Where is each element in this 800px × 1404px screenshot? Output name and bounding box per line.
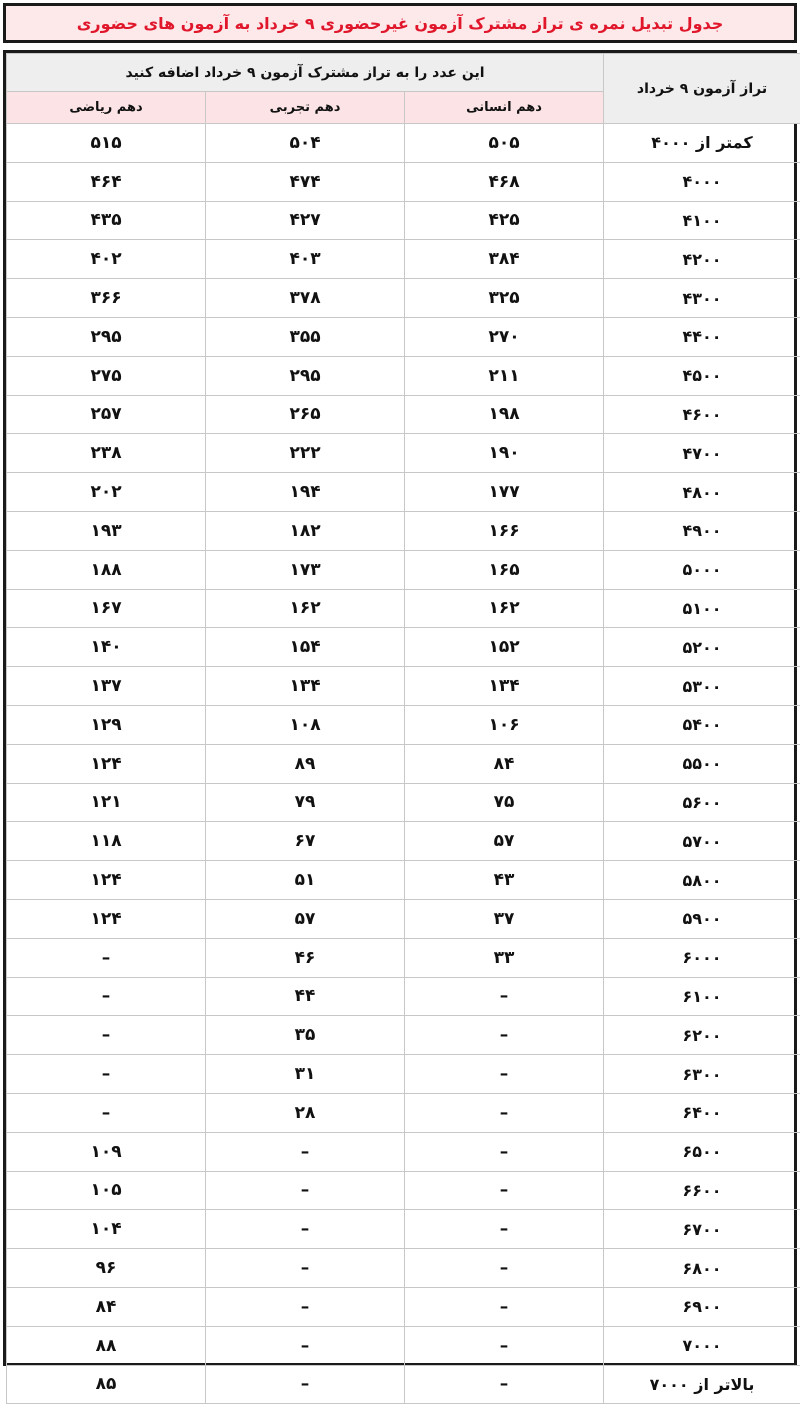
group-header: این عدد را به تراز مشترک آزمون ۹ خرداد اضافه کنید — [7, 54, 604, 92]
ensani-cell: ۸۴ — [405, 744, 604, 783]
tajrobi-cell: – — [206, 1171, 405, 1210]
ensani-cell: ۱۳۴ — [405, 667, 604, 706]
tajrobi-cell: ۴۰۳ — [206, 240, 405, 279]
base-score-cell: ۶۰۰۰ — [604, 938, 800, 977]
tajrobi-cell: ۳۵ — [206, 1016, 405, 1055]
riazi-cell: – — [7, 977, 206, 1016]
conversion-table-frame — [3, 50, 797, 1366]
tajrobi-cell: ۱۵۴ — [206, 628, 405, 667]
header-row-group — [7, 54, 800, 92]
riazi-cell: ۱۳۷ — [7, 667, 206, 706]
base-score-cell: ۴۹۰۰ — [604, 511, 800, 550]
base-score-cell: ۴۰۰۰ — [604, 162, 800, 201]
table-row — [7, 201, 800, 240]
base-score-cell: ۶۲۰۰ — [604, 1016, 800, 1055]
ensani-cell: ۱۰۶ — [405, 705, 604, 744]
riazi-cell: ۲۵۷ — [7, 395, 206, 434]
riazi-cell: ۹۶ — [7, 1249, 206, 1288]
base-score-cell: ۵۱۰۰ — [604, 589, 800, 628]
tajrobi-cell: ۳۱ — [206, 1055, 405, 1094]
base-score-header: تراز آزمون ۹ خرداد — [604, 54, 800, 124]
ensani-cell: ۱۶۶ — [405, 511, 604, 550]
ensani-cell: ۴۶۸ — [405, 162, 604, 201]
riazi-cell: ۱۴۰ — [7, 628, 206, 667]
base-score-cell: ۴۶۰۰ — [604, 395, 800, 434]
base-score-cell: ۶۱۰۰ — [604, 977, 800, 1016]
table-row — [7, 1016, 800, 1055]
riazi-cell: ۴۶۴ — [7, 162, 206, 201]
conversion-table — [6, 53, 800, 1404]
tajrobi-cell: ۷۹ — [206, 783, 405, 822]
riazi-cell: – — [7, 1016, 206, 1055]
table-row — [7, 511, 800, 550]
table-row — [7, 1365, 800, 1404]
tajrobi-cell: – — [206, 1287, 405, 1326]
riazi-cell: ۱۲۴ — [7, 899, 206, 938]
ensani-cell: ۴۲۵ — [405, 201, 604, 240]
table-row — [7, 124, 800, 163]
table-row — [7, 550, 800, 589]
ensani-cell: – — [405, 1132, 604, 1171]
table-row — [7, 473, 800, 512]
base-score-cell: ۵۹۰۰ — [604, 899, 800, 938]
table-row — [7, 1055, 800, 1094]
base-score-cell: ۵۶۰۰ — [604, 783, 800, 822]
tajrobi-cell: ۸۹ — [206, 744, 405, 783]
table-row — [7, 356, 800, 395]
tajrobi-cell: – — [206, 1132, 405, 1171]
ensani-cell: – — [405, 1055, 604, 1094]
tajrobi-cell: ۴۶ — [206, 938, 405, 977]
riazi-cell: ۴۰۲ — [7, 240, 206, 279]
table-row — [7, 1210, 800, 1249]
riazi-cell: ۲۳۸ — [7, 434, 206, 473]
ensani-cell: ۱۷۷ — [405, 473, 604, 512]
riazi-cell: – — [7, 938, 206, 977]
table-row — [7, 240, 800, 279]
table-row — [7, 938, 800, 977]
base-score-cell: ۷۰۰۰ — [604, 1326, 800, 1365]
riazi-cell: ۱۲۴ — [7, 861, 206, 900]
ensani-cell: ۳۸۴ — [405, 240, 604, 279]
ensani-cell: – — [405, 1093, 604, 1132]
ensani-cell: ۴۳ — [405, 861, 604, 900]
ensani-cell: ۳۷ — [405, 899, 604, 938]
ensani-cell: ۲۱۱ — [405, 356, 604, 395]
tajrobi-cell: ۵۷ — [206, 899, 405, 938]
tajrobi-cell: ۶۷ — [206, 822, 405, 861]
riazi-cell: ۱۱۸ — [7, 822, 206, 861]
ensani-cell: ۱۹۸ — [405, 395, 604, 434]
ensani-cell: – — [405, 977, 604, 1016]
base-score-cell: ۴۴۰۰ — [604, 317, 800, 356]
table-row — [7, 434, 800, 473]
table-row — [7, 279, 800, 318]
ensani-cell: ۷۵ — [405, 783, 604, 822]
ensani-cell: ۳۲۵ — [405, 279, 604, 318]
riazi-cell: – — [7, 1093, 206, 1132]
table-row — [7, 589, 800, 628]
table-row — [7, 1249, 800, 1288]
riazi-cell: ۲۰۲ — [7, 473, 206, 512]
column-header-tajrobi: دهم تجربی — [206, 92, 405, 124]
ensani-cell: – — [405, 1210, 604, 1249]
base-score-cell: ۵۸۰۰ — [604, 861, 800, 900]
riazi-cell: ۲۹۵ — [7, 317, 206, 356]
base-score-cell: ۴۲۰۰ — [604, 240, 800, 279]
tajrobi-cell: – — [206, 1365, 405, 1404]
tajrobi-cell: ۲۸ — [206, 1093, 405, 1132]
column-header-riazi: دهم ریاضی — [7, 92, 206, 124]
base-score-cell: ۶۹۰۰ — [604, 1287, 800, 1326]
table-row — [7, 1171, 800, 1210]
base-score-cell: بالاتر از ۷۰۰۰ — [604, 1365, 800, 1404]
table-row — [7, 628, 800, 667]
ensani-cell: – — [405, 1016, 604, 1055]
table-row — [7, 1093, 800, 1132]
tajrobi-cell: ۱۰۸ — [206, 705, 405, 744]
riazi-cell: ۸۸ — [7, 1326, 206, 1365]
base-score-cell: ۵۴۰۰ — [604, 705, 800, 744]
table-row — [7, 899, 800, 938]
base-score-cell: ۴۸۰۰ — [604, 473, 800, 512]
table-row — [7, 1326, 800, 1365]
ensani-cell: ۱۶۲ — [405, 589, 604, 628]
tajrobi-cell: ۴۲۷ — [206, 201, 405, 240]
ensani-cell: ۱۵۲ — [405, 628, 604, 667]
riazi-cell: ۱۰۹ — [7, 1132, 206, 1171]
tajrobi-cell: ۲۲۲ — [206, 434, 405, 473]
ensani-cell: – — [405, 1365, 604, 1404]
riazi-cell: ۱۲۹ — [7, 705, 206, 744]
riazi-cell: ۱۲۱ — [7, 783, 206, 822]
tajrobi-cell: ۱۸۲ — [206, 511, 405, 550]
tajrobi-cell: – — [206, 1249, 405, 1288]
ensani-cell: ۳۳ — [405, 938, 604, 977]
tajrobi-cell: ۴۷۴ — [206, 162, 405, 201]
base-score-cell: ۴۵۰۰ — [604, 356, 800, 395]
riazi-cell: – — [7, 1055, 206, 1094]
base-score-cell: ۵۲۰۰ — [604, 628, 800, 667]
base-score-cell: ۴۳۰۰ — [604, 279, 800, 318]
ensani-cell: ۵۷ — [405, 822, 604, 861]
table-row — [7, 705, 800, 744]
base-score-cell: ۵۷۰۰ — [604, 822, 800, 861]
table-row — [7, 744, 800, 783]
ensani-cell: ۱۹۰ — [405, 434, 604, 473]
base-score-cell: ۴۷۰۰ — [604, 434, 800, 473]
tajrobi-cell: ۲۶۵ — [206, 395, 405, 434]
table-row — [7, 1132, 800, 1171]
riazi-cell: ۱۹۳ — [7, 511, 206, 550]
tajrobi-cell: ۱۹۴ — [206, 473, 405, 512]
base-score-cell: ۶۵۰۰ — [604, 1132, 800, 1171]
tajrobi-cell: ۵۰۴ — [206, 124, 405, 163]
base-score-cell: ۶۶۰۰ — [604, 1171, 800, 1210]
table-row — [7, 977, 800, 1016]
table-row — [7, 822, 800, 861]
riazi-cell: ۴۳۵ — [7, 201, 206, 240]
riazi-cell: ۱۸۸ — [7, 550, 206, 589]
table-row — [7, 162, 800, 201]
column-header-ensani: دهم انسانی — [405, 92, 604, 124]
tajrobi-cell: ۲۹۵ — [206, 356, 405, 395]
base-score-cell: ۵۳۰۰ — [604, 667, 800, 706]
base-score-cell: ۶۷۰۰ — [604, 1210, 800, 1249]
base-score-cell: ۶۳۰۰ — [604, 1055, 800, 1094]
ensani-cell: ۵۰۵ — [405, 124, 604, 163]
base-score-cell: ۵۰۰۰ — [604, 550, 800, 589]
tajrobi-cell: ۱۳۴ — [206, 667, 405, 706]
table-row — [7, 395, 800, 434]
riazi-cell: ۱۲۴ — [7, 744, 206, 783]
base-score-cell: ۵۵۰۰ — [604, 744, 800, 783]
ensani-cell: – — [405, 1287, 604, 1326]
tajrobi-cell: ۳۵۵ — [206, 317, 405, 356]
riazi-cell: ۲۷۵ — [7, 356, 206, 395]
ensani-cell: ۲۷۰ — [405, 317, 604, 356]
table-title: جدول تبدیل نمره ی تراز مشترک آزمون غیرحضوری ۹ خرداد به آزمون های حضوری — [3, 3, 797, 43]
tajrobi-cell: ۱۷۳ — [206, 550, 405, 589]
riazi-cell: ۸۴ — [7, 1287, 206, 1326]
tajrobi-cell: ۳۷۸ — [206, 279, 405, 318]
tajrobi-cell: ۵۱ — [206, 861, 405, 900]
base-score-cell: ۶۴۰۰ — [604, 1093, 800, 1132]
table-row — [7, 667, 800, 706]
tajrobi-cell: ۱۶۲ — [206, 589, 405, 628]
riazi-cell: ۳۶۶ — [7, 279, 206, 318]
base-score-cell: ۴۱۰۰ — [604, 201, 800, 240]
table-row — [7, 861, 800, 900]
table-body — [7, 124, 800, 1404]
riazi-cell: ۸۵ — [7, 1365, 206, 1404]
ensani-cell: – — [405, 1171, 604, 1210]
ensani-cell: – — [405, 1249, 604, 1288]
riazi-cell: ۱۰۵ — [7, 1171, 206, 1210]
ensani-cell: – — [405, 1326, 604, 1365]
base-score-cell: ۶۸۰۰ — [604, 1249, 800, 1288]
tajrobi-cell: – — [206, 1210, 405, 1249]
table-row — [7, 1287, 800, 1326]
tajrobi-cell: – — [206, 1326, 405, 1365]
base-score-cell: کمتر از ۴۰۰۰ — [604, 124, 800, 163]
riazi-cell: ۵۱۵ — [7, 124, 206, 163]
table-row — [7, 783, 800, 822]
riazi-cell: ۱۶۷ — [7, 589, 206, 628]
riazi-cell: ۱۰۴ — [7, 1210, 206, 1249]
table-row — [7, 317, 800, 356]
tajrobi-cell: ۴۴ — [206, 977, 405, 1016]
ensani-cell: ۱۶۵ — [405, 550, 604, 589]
